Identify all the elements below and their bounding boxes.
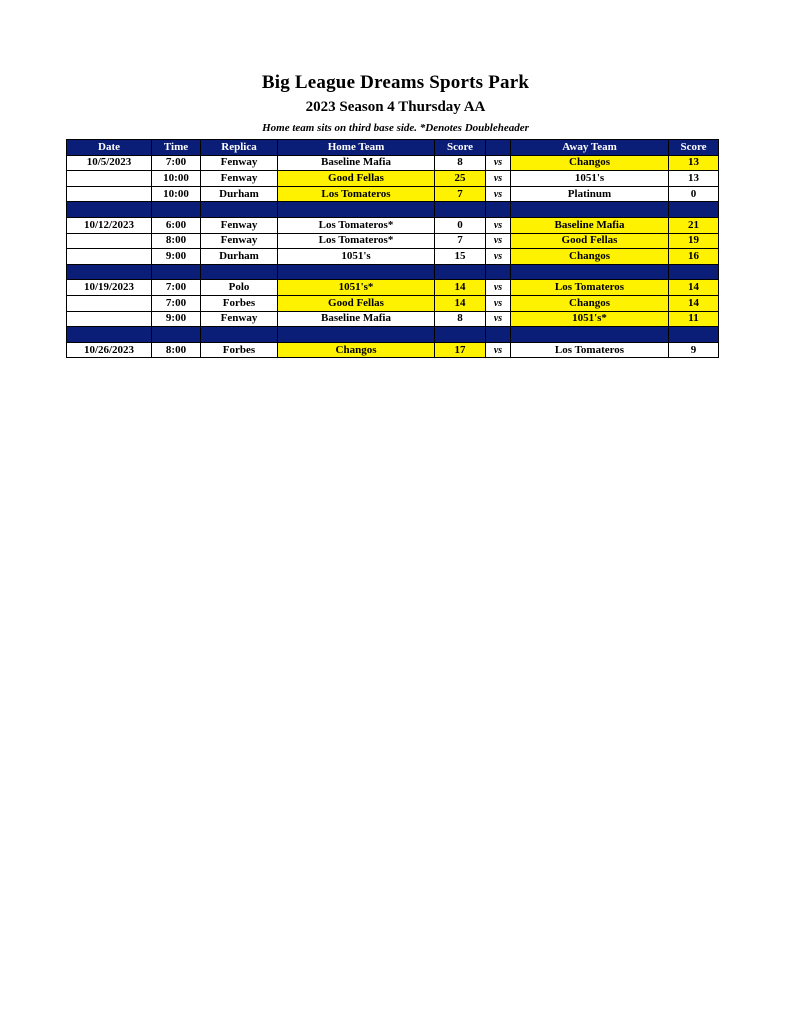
game-time: 8:00 [152, 233, 201, 249]
week-separator-row [67, 264, 719, 280]
home-team: Baseline Mafia [278, 311, 435, 327]
col-header-date: Date [67, 140, 152, 156]
home-score: 17 [435, 342, 486, 358]
game-replica: Polo [201, 280, 278, 296]
separator-cell [435, 327, 486, 343]
away-score: 13 [669, 171, 719, 187]
game-date [67, 171, 152, 187]
separator-cell [669, 202, 719, 218]
away-score: 14 [669, 280, 719, 296]
game-time: 6:00 [152, 217, 201, 233]
col-header-away-score: Score [669, 140, 719, 156]
game-time: 7:00 [152, 295, 201, 311]
game-replica: Durham [201, 186, 278, 202]
col-header-away-team: Away Team [511, 140, 669, 156]
home-team: Los Tomateros* [278, 217, 435, 233]
game-replica: Forbes [201, 295, 278, 311]
game-replica: Fenway [201, 155, 278, 171]
game-row [67, 280, 719, 296]
separator-cell [669, 264, 719, 280]
vs-label: vs [486, 280, 511, 296]
game-replica: Durham [201, 249, 278, 265]
game-row [67, 171, 719, 187]
separator-cell [278, 327, 435, 343]
away-team: Good Fellas [511, 233, 669, 249]
away-team: Changos [511, 295, 669, 311]
game-row [67, 249, 719, 265]
game-row [67, 155, 719, 171]
game-time: 7:00 [152, 280, 201, 296]
separator-cell [67, 202, 152, 218]
away-score: 14 [669, 295, 719, 311]
header-row [67, 140, 719, 156]
home-score: 7 [435, 186, 486, 202]
game-time: 10:00 [152, 171, 201, 187]
game-row [67, 233, 719, 249]
game-date [67, 233, 152, 249]
vs-label: vs [486, 171, 511, 187]
separator-cell [67, 327, 152, 343]
away-score: 11 [669, 311, 719, 327]
col-header-vs [486, 140, 511, 156]
separator-cell [278, 264, 435, 280]
home-score: 8 [435, 155, 486, 171]
away-score: 19 [669, 233, 719, 249]
away-team: Platinum [511, 186, 669, 202]
game-row [67, 217, 719, 233]
away-team: Los Tomateros [511, 280, 669, 296]
col-header-home-score: Score [435, 140, 486, 156]
separator-cell [201, 264, 278, 280]
col-header-home-team: Home Team [278, 140, 435, 156]
home-team: Los Tomateros [278, 186, 435, 202]
game-replica: Fenway [201, 311, 278, 327]
separator-cell [201, 202, 278, 218]
home-score: 7 [435, 233, 486, 249]
away-score: 0 [669, 186, 719, 202]
separator-cell [511, 264, 669, 280]
schedule-body [67, 155, 719, 358]
vs-label: vs [486, 342, 511, 358]
home-team: Good Fellas [278, 295, 435, 311]
home-score: 8 [435, 311, 486, 327]
away-team: 1051's [511, 171, 669, 187]
vs-label: vs [486, 249, 511, 265]
vs-label: vs [486, 311, 511, 327]
game-row [67, 311, 719, 327]
separator-cell [486, 327, 511, 343]
game-date: 10/19/2023 [67, 280, 152, 296]
col-header-time: Time [152, 140, 201, 156]
game-date: 10/5/2023 [67, 155, 152, 171]
separator-cell [511, 327, 669, 343]
away-score: 13 [669, 155, 719, 171]
separator-cell [152, 327, 201, 343]
separator-cell [511, 202, 669, 218]
page-title: Big League Dreams Sports Park [261, 72, 530, 93]
schedule-table [66, 139, 719, 358]
game-date [67, 295, 152, 311]
separator-cell [152, 202, 201, 218]
separator-cell [152, 264, 201, 280]
home-score: 15 [435, 249, 486, 265]
game-row [67, 295, 719, 311]
game-time: 10:00 [152, 186, 201, 202]
separator-cell [278, 202, 435, 218]
schedule-note: Home team sits on third base side. *Denotes Doubleheader [262, 122, 529, 134]
game-date [67, 311, 152, 327]
separator-cell [486, 202, 511, 218]
game-time: 8:00 [152, 342, 201, 358]
away-score: 9 [669, 342, 719, 358]
vs-label: vs [486, 217, 511, 233]
game-replica: Forbes [201, 342, 278, 358]
separator-cell [435, 264, 486, 280]
separator-cell [486, 264, 511, 280]
game-date [67, 249, 152, 265]
home-team: Baseline Mafia [278, 155, 435, 171]
away-team: Los Tomateros [511, 342, 669, 358]
season-subtitle: 2023 Season 4 Thursday AA [305, 99, 486, 115]
away-team: Changos [511, 155, 669, 171]
game-time: 9:00 [152, 311, 201, 327]
game-row [67, 342, 719, 358]
game-time: 7:00 [152, 155, 201, 171]
separator-cell [201, 327, 278, 343]
game-date: 10/12/2023 [67, 217, 152, 233]
away-score: 21 [669, 217, 719, 233]
away-team: Changos [511, 249, 669, 265]
home-team: Good Fellas [278, 171, 435, 187]
game-replica: Fenway [201, 171, 278, 187]
vs-label: vs [486, 155, 511, 171]
separator-cell [669, 327, 719, 343]
away-score: 16 [669, 249, 719, 265]
col-header-replica: Replica [201, 140, 278, 156]
home-score: 14 [435, 280, 486, 296]
home-score: 25 [435, 171, 486, 187]
game-time: 9:00 [152, 249, 201, 265]
week-separator-row [67, 327, 719, 343]
home-team: Los Tomateros* [278, 233, 435, 249]
home-team: 1051's [278, 249, 435, 265]
vs-label: vs [486, 233, 511, 249]
home-team: 1051's* [278, 280, 435, 296]
home-score: 0 [435, 217, 486, 233]
separator-cell [67, 264, 152, 280]
separator-cell [435, 202, 486, 218]
home-score: 14 [435, 295, 486, 311]
game-replica: Fenway [201, 217, 278, 233]
vs-label: vs [486, 186, 511, 202]
game-date [67, 186, 152, 202]
game-date: 10/26/2023 [67, 342, 152, 358]
game-row [67, 186, 719, 202]
away-team: Baseline Mafia [511, 217, 669, 233]
week-separator-row [67, 202, 719, 218]
away-team: 1051's* [511, 311, 669, 327]
vs-label: vs [486, 295, 511, 311]
game-replica: Fenway [201, 233, 278, 249]
home-team: Changos [278, 342, 435, 358]
